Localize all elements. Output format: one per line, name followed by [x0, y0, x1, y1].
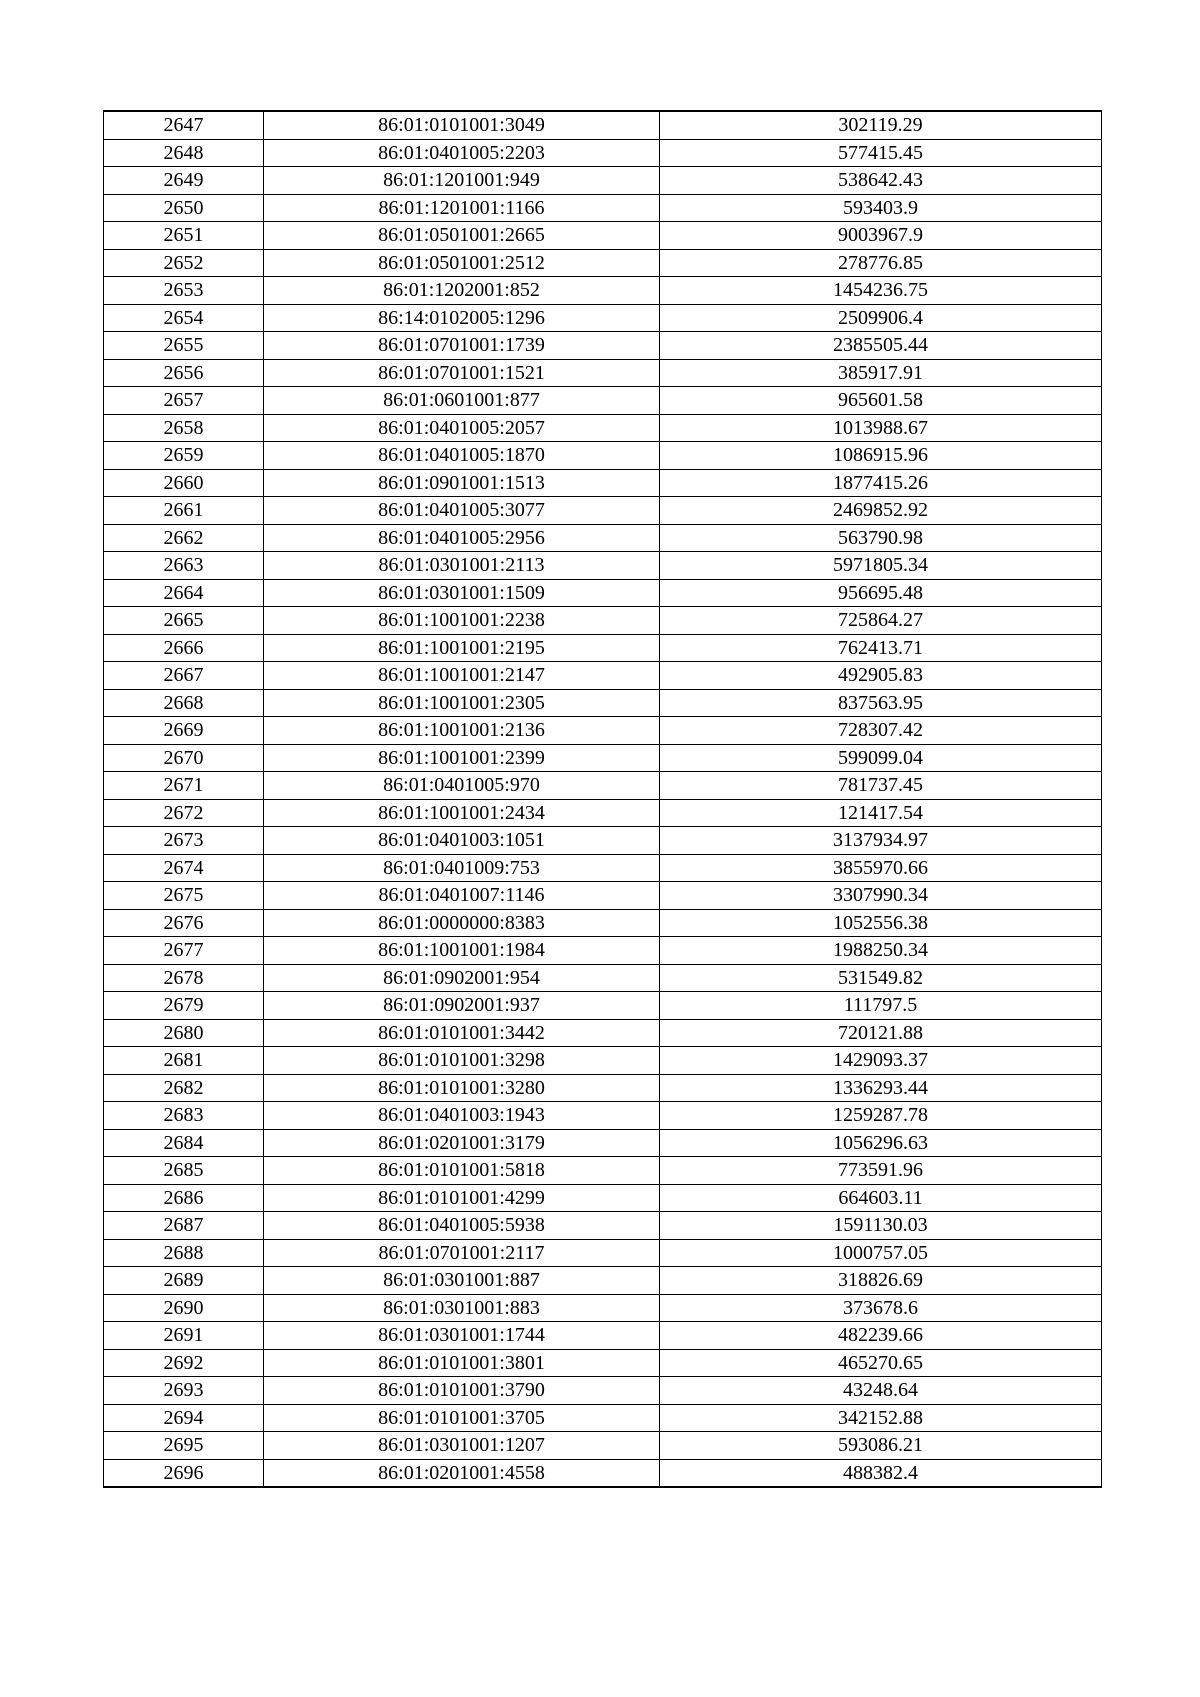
row-number-cell: 2650 [104, 194, 264, 222]
row-number-cell: 2662 [104, 524, 264, 552]
cadastral-number-cell: 86:01:0301001:2113 [264, 552, 660, 580]
row-number-cell: 2695 [104, 1432, 264, 1460]
cadastral-number-cell: 86:01:0101001:3801 [264, 1349, 660, 1377]
value-cell: 1056296.63 [660, 1129, 1102, 1157]
table-row [104, 552, 1102, 580]
row-number-cell: 2651 [104, 222, 264, 250]
cadastral-number-cell: 86:01:1001001:2136 [264, 717, 660, 745]
row-number-cell: 2659 [104, 442, 264, 470]
table-row [104, 964, 1102, 992]
value-cell: 956695.48 [660, 579, 1102, 607]
row-number-cell: 2647 [104, 111, 264, 139]
row-number-cell: 2671 [104, 772, 264, 800]
cadastral-number-cell: 86:01:1001001:2399 [264, 744, 660, 772]
row-number-cell: 2672 [104, 799, 264, 827]
table-row [104, 139, 1102, 167]
table-row [104, 277, 1102, 305]
table-row [104, 249, 1102, 277]
value-cell: 593403.9 [660, 194, 1102, 222]
row-number-cell: 2658 [104, 414, 264, 442]
cadastral-number-cell: 86:01:1201001:1166 [264, 194, 660, 222]
value-cell: 1086915.96 [660, 442, 1102, 470]
row-number-cell: 2679 [104, 992, 264, 1020]
value-cell: 593086.21 [660, 1432, 1102, 1460]
row-number-cell: 2689 [104, 1267, 264, 1295]
cadastral-number-cell: 86:01:0701001:1739 [264, 332, 660, 360]
table-row [104, 1212, 1102, 1240]
value-cell: 3855970.66 [660, 854, 1102, 882]
cadastral-number-cell: 86:01:1001001:2305 [264, 689, 660, 717]
row-number-cell: 2691 [104, 1322, 264, 1350]
value-cell: 1259287.78 [660, 1102, 1102, 1130]
cadastral-number-cell: 86:01:0401005:5938 [264, 1212, 660, 1240]
value-cell: 1429093.37 [660, 1047, 1102, 1075]
table-row [104, 222, 1102, 250]
value-cell: 2385505.44 [660, 332, 1102, 360]
table-row [104, 1349, 1102, 1377]
value-cell: 762413.71 [660, 634, 1102, 662]
value-cell: 664603.11 [660, 1184, 1102, 1212]
row-number-cell: 2680 [104, 1019, 264, 1047]
row-number-cell: 2676 [104, 909, 264, 937]
cadastral-number-cell: 86:01:0401005:1870 [264, 442, 660, 470]
cadastral-number-cell: 86:01:0301001:883 [264, 1294, 660, 1322]
cadastral-number-cell: 86:01:0401003:1051 [264, 827, 660, 855]
table-row [104, 359, 1102, 387]
cadastral-number-cell: 86:01:0301001:887 [264, 1267, 660, 1295]
cadastral-number-cell: 86:01:0401005:970 [264, 772, 660, 800]
cadastral-number-cell: 86:01:1201001:949 [264, 167, 660, 195]
row-number-cell: 2663 [104, 552, 264, 580]
value-cell: 538642.43 [660, 167, 1102, 195]
table-row [104, 772, 1102, 800]
cadastral-number-cell: 86:01:1001001:2434 [264, 799, 660, 827]
cadastral-number-cell: 86:14:0102005:1296 [264, 304, 660, 332]
table-row [104, 1267, 1102, 1295]
table-row [104, 992, 1102, 1020]
row-number-cell: 2657 [104, 387, 264, 415]
cadastral-number-cell: 86:01:0501001:2512 [264, 249, 660, 277]
row-number-cell: 2678 [104, 964, 264, 992]
cadastral-number-cell: 86:01:1202001:852 [264, 277, 660, 305]
table-row [104, 717, 1102, 745]
cadastral-number-cell: 86:01:0401009:753 [264, 854, 660, 882]
value-cell: 373678.6 [660, 1294, 1102, 1322]
row-number-cell: 2696 [104, 1459, 264, 1487]
cadastral-number-cell: 86:01:0701001:2117 [264, 1239, 660, 1267]
value-cell: 728307.42 [660, 717, 1102, 745]
row-number-cell: 2673 [104, 827, 264, 855]
table-row [104, 579, 1102, 607]
cadastral-number-cell: 86:01:0401003:1943 [264, 1102, 660, 1130]
value-cell: 2509906.4 [660, 304, 1102, 332]
cadastral-number-cell: 86:01:1001001:1984 [264, 937, 660, 965]
table-row [104, 1377, 1102, 1405]
row-number-cell: 2668 [104, 689, 264, 717]
value-cell: 577415.45 [660, 139, 1102, 167]
table-row [104, 744, 1102, 772]
table-row [104, 111, 1102, 139]
cadastral-number-cell: 86:01:0201001:3179 [264, 1129, 660, 1157]
row-number-cell: 2648 [104, 139, 264, 167]
row-number-cell: 2666 [104, 634, 264, 662]
table-row [104, 607, 1102, 635]
row-number-cell: 2656 [104, 359, 264, 387]
value-cell: 720121.88 [660, 1019, 1102, 1047]
table-row [104, 387, 1102, 415]
row-number-cell: 2653 [104, 277, 264, 305]
value-cell: 531549.82 [660, 964, 1102, 992]
value-cell: 278776.85 [660, 249, 1102, 277]
table-row [104, 689, 1102, 717]
value-cell: 1052556.38 [660, 909, 1102, 937]
cadastral-number-cell: 86:01:0401005:2203 [264, 139, 660, 167]
cadastral-number-cell: 86:01:0201001:4558 [264, 1459, 660, 1487]
cadastral-number-cell: 86:01:0401005:2057 [264, 414, 660, 442]
row-number-cell: 2687 [104, 1212, 264, 1240]
value-cell: 385917.91 [660, 359, 1102, 387]
value-cell: 3137934.97 [660, 827, 1102, 855]
value-cell: 2469852.92 [660, 497, 1102, 525]
table-row [104, 1019, 1102, 1047]
table-body [104, 111, 1102, 1487]
row-number-cell: 2669 [104, 717, 264, 745]
value-cell: 342152.88 [660, 1404, 1102, 1432]
value-cell: 3307990.34 [660, 882, 1102, 910]
row-number-cell: 2674 [104, 854, 264, 882]
value-cell: 465270.65 [660, 1349, 1102, 1377]
cadastral-number-cell: 86:01:0000000:8383 [264, 909, 660, 937]
row-number-cell: 2684 [104, 1129, 264, 1157]
table-row [104, 799, 1102, 827]
row-number-cell: 2690 [104, 1294, 264, 1322]
row-number-cell: 2681 [104, 1047, 264, 1075]
value-cell: 1591130.03 [660, 1212, 1102, 1240]
row-number-cell: 2682 [104, 1074, 264, 1102]
cadastral-value-table [103, 110, 1102, 1488]
cadastral-number-cell: 86:01:0301001:1744 [264, 1322, 660, 1350]
table-row [104, 1239, 1102, 1267]
table-row [104, 1459, 1102, 1487]
value-cell: 1454236.75 [660, 277, 1102, 305]
table-row [104, 1432, 1102, 1460]
row-number-cell: 2661 [104, 497, 264, 525]
row-number-cell: 2694 [104, 1404, 264, 1432]
table-row [104, 937, 1102, 965]
cadastral-number-cell: 86:01:0601001:877 [264, 387, 660, 415]
cadastral-number-cell: 86:01:0101001:3280 [264, 1074, 660, 1102]
value-cell: 837563.95 [660, 689, 1102, 717]
cadastral-number-cell: 86:01:1001001:2147 [264, 662, 660, 690]
cadastral-number-cell: 86:01:0902001:937 [264, 992, 660, 1020]
row-number-cell: 2683 [104, 1102, 264, 1130]
table-row [104, 1294, 1102, 1322]
table-row [104, 194, 1102, 222]
value-cell: 1988250.34 [660, 937, 1102, 965]
value-cell: 302119.29 [660, 111, 1102, 139]
table-row [104, 634, 1102, 662]
table-row [104, 909, 1102, 937]
cadastral-number-cell: 86:01:0301001:1207 [264, 1432, 660, 1460]
row-number-cell: 2688 [104, 1239, 264, 1267]
cadastral-number-cell: 86:01:1001001:2195 [264, 634, 660, 662]
value-cell: 725864.27 [660, 607, 1102, 635]
value-cell: 563790.98 [660, 524, 1102, 552]
cadastral-number-cell: 86:01:0101001:3705 [264, 1404, 660, 1432]
table-row [104, 442, 1102, 470]
row-number-cell: 2693 [104, 1377, 264, 1405]
table-row [104, 662, 1102, 690]
row-number-cell: 2665 [104, 607, 264, 635]
value-cell: 1013988.67 [660, 414, 1102, 442]
cadastral-number-cell: 86:01:0301001:1509 [264, 579, 660, 607]
table-row [104, 1074, 1102, 1102]
cadastral-number-cell: 86:01:0401005:3077 [264, 497, 660, 525]
cadastral-number-cell: 86:01:0101001:3442 [264, 1019, 660, 1047]
cadastral-number-cell: 86:01:0101001:4299 [264, 1184, 660, 1212]
cadastral-number-cell: 86:01:0902001:954 [264, 964, 660, 992]
table-row [104, 414, 1102, 442]
table-row [104, 1129, 1102, 1157]
cadastral-number-cell: 86:01:0101001:3049 [264, 111, 660, 139]
row-number-cell: 2686 [104, 1184, 264, 1212]
table-row [104, 827, 1102, 855]
row-number-cell: 2649 [104, 167, 264, 195]
row-number-cell: 2685 [104, 1157, 264, 1185]
value-cell: 488382.4 [660, 1459, 1102, 1487]
table-row [104, 1184, 1102, 1212]
value-cell: 965601.58 [660, 387, 1102, 415]
cadastral-number-cell: 86:01:0501001:2665 [264, 222, 660, 250]
row-number-cell: 2667 [104, 662, 264, 690]
value-cell: 318826.69 [660, 1267, 1102, 1295]
value-cell: 1000757.05 [660, 1239, 1102, 1267]
table-row [104, 1404, 1102, 1432]
row-number-cell: 2664 [104, 579, 264, 607]
row-number-cell: 2660 [104, 469, 264, 497]
cadastral-number-cell: 86:01:1001001:2238 [264, 607, 660, 635]
table-row [104, 524, 1102, 552]
table-row [104, 469, 1102, 497]
table-row [104, 1322, 1102, 1350]
value-cell: 5971805.34 [660, 552, 1102, 580]
cadastral-number-cell: 86:01:0701001:1521 [264, 359, 660, 387]
row-number-cell: 2655 [104, 332, 264, 360]
value-cell: 121417.54 [660, 799, 1102, 827]
row-number-cell: 2652 [104, 249, 264, 277]
value-cell: 9003967.9 [660, 222, 1102, 250]
table-row [104, 304, 1102, 332]
value-cell: 781737.45 [660, 772, 1102, 800]
table-row [104, 1047, 1102, 1075]
value-cell: 599099.04 [660, 744, 1102, 772]
table-row [104, 882, 1102, 910]
cadastral-number-cell: 86:01:0401005:2956 [264, 524, 660, 552]
value-cell: 482239.66 [660, 1322, 1102, 1350]
value-cell: 1877415.26 [660, 469, 1102, 497]
cadastral-number-cell: 86:01:0101001:5818 [264, 1157, 660, 1185]
cadastral-number-cell: 86:01:0101001:3790 [264, 1377, 660, 1405]
value-cell: 111797.5 [660, 992, 1102, 1020]
row-number-cell: 2675 [104, 882, 264, 910]
cadastral-number-cell: 86:01:0901001:1513 [264, 469, 660, 497]
value-cell: 43248.64 [660, 1377, 1102, 1405]
row-number-cell: 2654 [104, 304, 264, 332]
cadastral-number-cell: 86:01:0401007:1146 [264, 882, 660, 910]
table-row [104, 497, 1102, 525]
table-row [104, 1102, 1102, 1130]
table-row [104, 854, 1102, 882]
row-number-cell: 2670 [104, 744, 264, 772]
value-cell: 1336293.44 [660, 1074, 1102, 1102]
table-row [104, 167, 1102, 195]
value-cell: 773591.96 [660, 1157, 1102, 1185]
row-number-cell: 2692 [104, 1349, 264, 1377]
cadastral-number-cell: 86:01:0101001:3298 [264, 1047, 660, 1075]
table-row [104, 332, 1102, 360]
table-row [104, 1157, 1102, 1185]
value-cell: 492905.83 [660, 662, 1102, 690]
row-number-cell: 2677 [104, 937, 264, 965]
